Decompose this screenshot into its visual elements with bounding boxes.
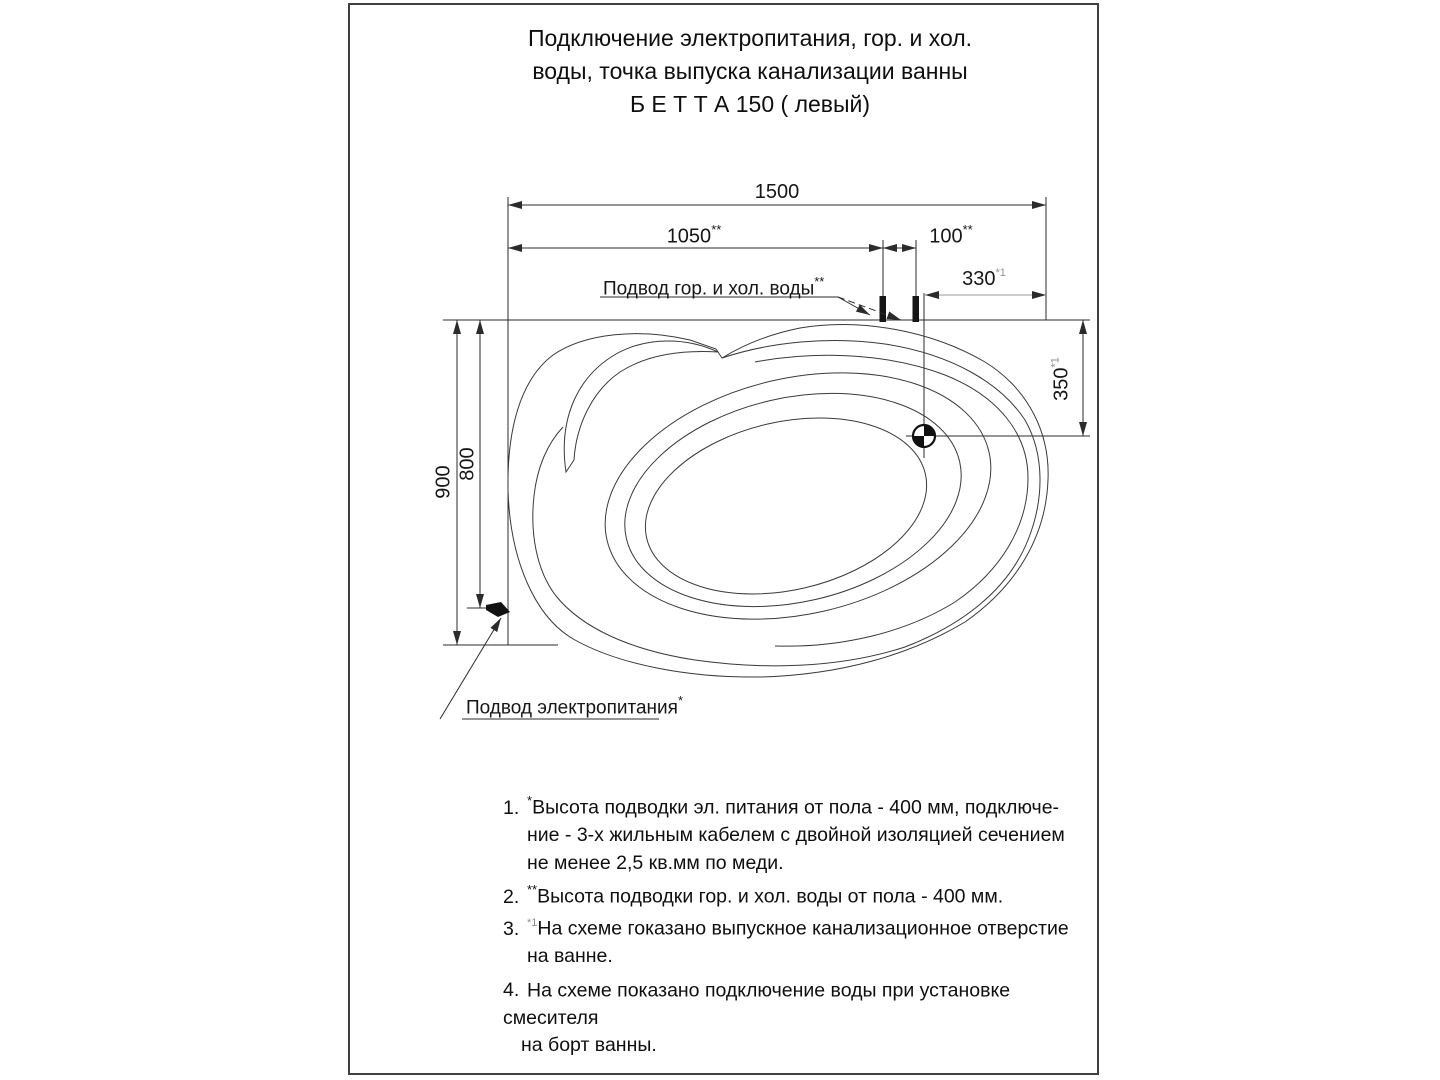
water-supply-label: Подвод гор. и хол. воды** bbox=[603, 274, 825, 300]
note-4: 4. На схеме показано подключение воды при установке смесителя на борт ванны. bbox=[503, 979, 1011, 1056]
dim-drain-from-top: 350$^{*1}$ bbox=[1049, 357, 1073, 401]
dim-power-depth: 800 bbox=[456, 447, 479, 481]
bathtub-outline bbox=[508, 325, 1048, 677]
dim-pipes-offset: 1050** bbox=[666, 222, 722, 248]
extension-lines bbox=[443, 197, 1090, 645]
note-3: 3. $^{*1}$На схеме гоказано выпускное канализационное отверстие на ванне. bbox=[503, 917, 1069, 967]
tub-deck-step bbox=[755, 355, 1028, 646]
tub-bowl-mid bbox=[603, 362, 982, 638]
dim-total-width: 1500 bbox=[754, 181, 800, 203]
hot-water-pipe bbox=[880, 296, 887, 322]
note-1: 1. *Высота подводки эл. питания от пола - 400 мм, подключе- ние - 3-х жильным кабелем с двойной изоляцией сечением не менее 2,5 кв.мм по меди. bbox=[503, 793, 1065, 874]
power-connection-marker bbox=[486, 602, 510, 617]
dim-drain-from-right: 330$^{*1}$ bbox=[962, 267, 1006, 290]
water-pipes bbox=[880, 296, 920, 322]
cold-water-pipe bbox=[913, 296, 920, 322]
tub-bowl-bottom bbox=[628, 392, 944, 620]
title-line-2: воды, точка выпуска канализации ванны bbox=[532, 58, 968, 84]
note-2: 2. **Высота подводки гор. и хол. воды от пола - 400 мм. bbox=[503, 882, 1004, 908]
drawing-title bbox=[400, 22, 1100, 121]
title-line-1: Подключение электропитания, гор. и хол. bbox=[527, 25, 973, 51]
notes-list bbox=[503, 788, 1103, 1060]
tub-headrest-crescent bbox=[564, 341, 718, 472]
dim-total-depth: 900 bbox=[432, 465, 455, 499]
title-line-3: Б Е Т Т А 150 ( левый) bbox=[629, 91, 871, 117]
power-supply-label: Подвод электропитания* bbox=[466, 693, 683, 719]
drain-symbol bbox=[913, 425, 935, 447]
dim-pipes-gap: 100** bbox=[929, 222, 973, 248]
tub-bowl-outer bbox=[580, 337, 1015, 655]
